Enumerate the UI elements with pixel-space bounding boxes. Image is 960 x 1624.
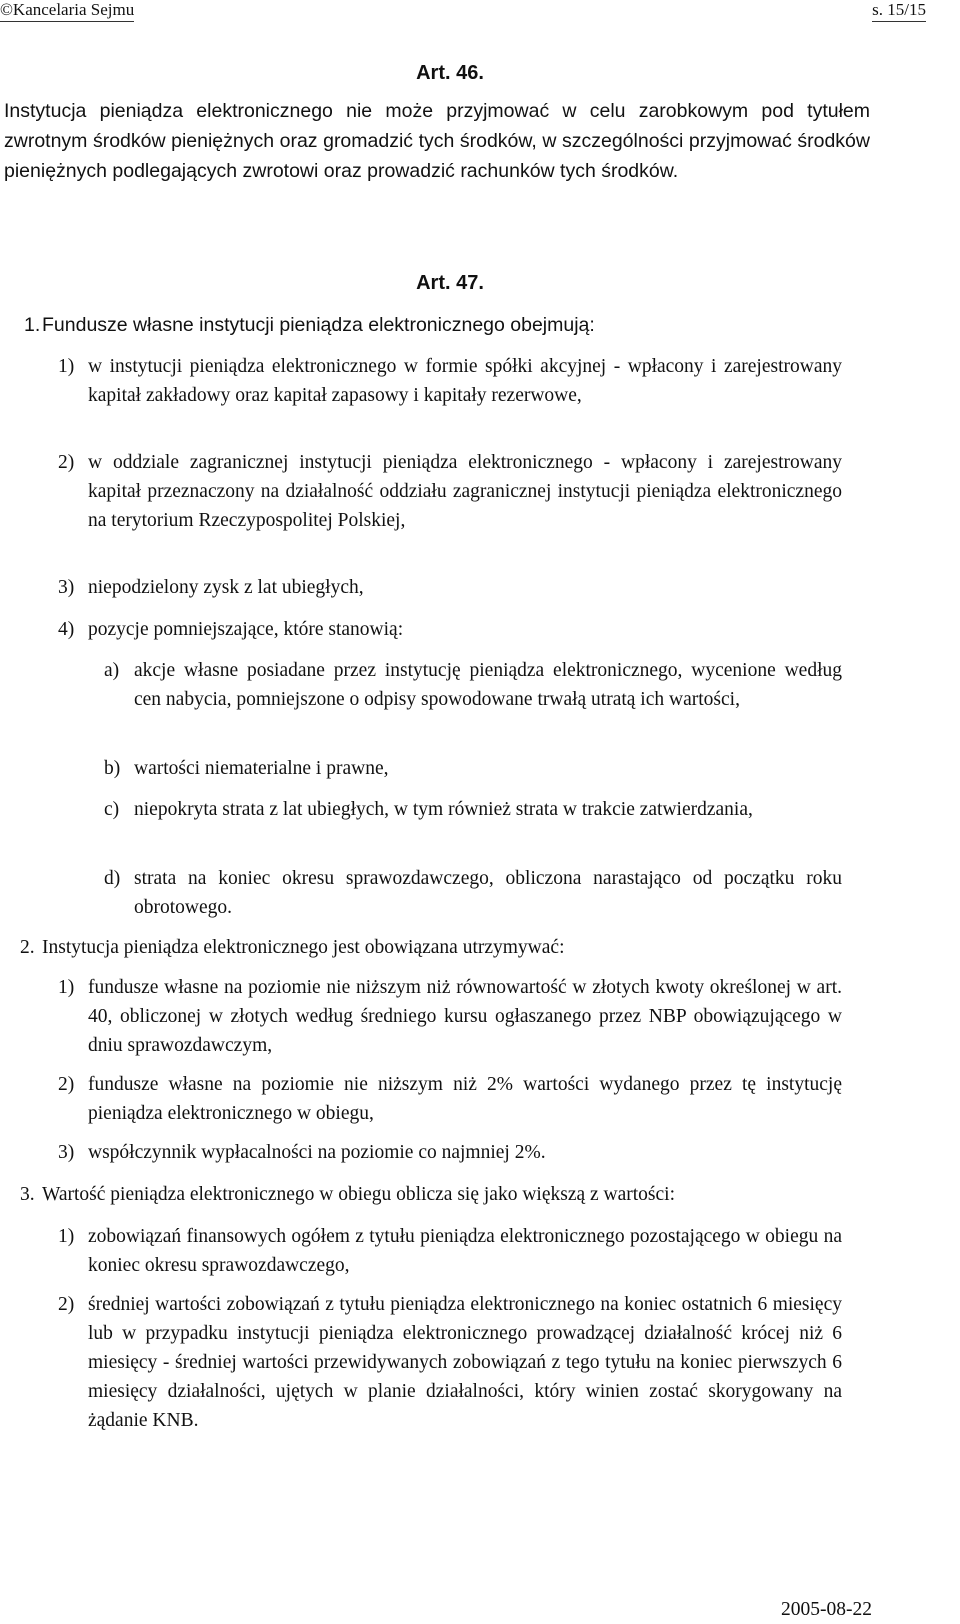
item-text: średniej wartości zobowiązań z tytułu pieniądza elektronicznego na koniec ostatnich 6 miesięcy lub w przypadku instytucji pieniądza elektronicznego prowadzącej działalność krócej niż 6 miesięcy - średniej wartości przewidywanych zobowiązań z tego tytułu na koniec pierwszych 6 miesięcy działalności, ujętych w planie działalności, który winien zostać skorygowany na żądanie KNB.	[88, 1294, 842, 1431]
article-46-text: Instytucja pieniądza elektronicznego nie może przyjmować w celu zarobkowym pod tytułem zwrotnym środków pieniężnych oraz gromadzić tych środków, w szczególności przyjmować środków pieniężnych podlegających zwrotowi oraz prowadzić rachunków tych środków.	[4, 100, 870, 182]
ust-3-text: Wartość pieniądza elektronicznego w obiegu oblicza się jako większą z wartości:	[42, 1184, 676, 1205]
ust-1-subitem-a	[104, 656, 842, 714]
ust-3-number: 3.	[20, 1184, 35, 1205]
ust-1-item-2	[58, 448, 842, 535]
ust-1-item-4	[58, 615, 842, 644]
item-label: 2)	[58, 1074, 75, 1095]
item-text: zobowiązań finansowych ogółem z tytułu pieniądza elektronicznego pozostającego w obiegu na koniec okresu sprawozdawczego,	[88, 1226, 842, 1276]
item-text: fundusze własne na poziomie nie niższym niż równowartość w złotych kwoty określonej w art. 40, obliczonej w złotych według średniego kursu ogłaszanego przez NBP obowiązującego w dniu sprawozdawczym,	[88, 977, 842, 1056]
ust-1-number: 1.	[24, 314, 41, 336]
item-text: niepodzielony zysk z lat ubiegłych,	[88, 577, 364, 598]
item-text: w oddziale zagranicznej instytucji pieniądza elektronicznego - wpłacony i zarejestrowany kapitał przeznaczony na działalność oddziału zagranicznej instytucji pieniądza elektronicznego na terytorium Rzeczypospolitej Polskiej,	[88, 452, 842, 531]
item-text: współczynnik wypłacalności na poziomie co najmniej 2%.	[88, 1142, 546, 1163]
item-text: fundusze własne na poziomie nie niższym niż 2% wartości wydanego przez tę instytucję pieniądza elektronicznego w obiegu,	[88, 1074, 842, 1124]
subitem-text: niepokryta strata z lat ubiegłych, w tym również strata w trakcie zatwierdzania,	[134, 799, 753, 820]
ust-1-subitem-b	[104, 754, 842, 783]
ust-2-item-3	[58, 1138, 842, 1167]
item-label: 1)	[58, 977, 75, 998]
subitem-text: strata na koniec okresu sprawozdawczego, obliczona narastająco od początku roku obrotowego.	[134, 868, 842, 918]
item-label: 1)	[58, 356, 75, 377]
item-text: pozycje pomniejszające, które stanowią:	[88, 619, 404, 640]
ust-1-item-3	[58, 573, 842, 602]
ust-2-item-1	[58, 973, 842, 1060]
subitem-text: akcje własne posiadane przez instytucję pieniądza elektronicznego, wycenione według cen nabycia, pomniejszone o odpisy spowodowane trwałą utratą ich wartości,	[134, 660, 842, 710]
ust-1-item-1	[58, 352, 842, 410]
footer-date: 2005-08-22	[781, 1599, 872, 1620]
subitem-label: d)	[104, 868, 121, 889]
ust-2-number: 2.	[20, 937, 35, 958]
ust-1-subitem-c	[104, 795, 842, 824]
item-label: 4)	[58, 619, 75, 640]
item-label: 2)	[58, 1294, 75, 1315]
subitem-text: wartości niematerialne i prawne,	[134, 758, 389, 779]
ust-3-item-1	[58, 1222, 842, 1280]
ust-2-item-2	[58, 1070, 842, 1128]
item-label: 2)	[58, 452, 75, 473]
ust-1-text: Fundusze własne instytucji pieniądza elektronicznego obejmują:	[42, 314, 595, 336]
item-label: 3)	[58, 577, 75, 598]
item-label: 3)	[58, 1142, 75, 1163]
header-copyright: ©Kancelaria Sejmu	[0, 0, 134, 22]
header-page-number: s. 15/15	[872, 0, 926, 22]
ust-3-item-2	[58, 1290, 842, 1435]
subitem-label: a)	[104, 660, 120, 681]
ust-2-text: Instytucja pieniądza elektronicznego jest obowiązana utrzymywać:	[42, 937, 565, 958]
subitem-label: b)	[104, 758, 121, 779]
article-47-title: Art. 47.	[416, 272, 484, 294]
subitem-label: c)	[104, 799, 120, 820]
ust-1-subitem-d	[104, 864, 842, 922]
item-label: 1)	[58, 1226, 75, 1247]
article-46-title: Art. 46.	[416, 62, 484, 84]
item-text: w instytucji pieniądza elektronicznego w formie spółki akcyjnej - wpłacony i zarejestrowany kapitał zakładowy oraz kapitał zapasowy i kapitały rezerwowe,	[88, 356, 842, 406]
